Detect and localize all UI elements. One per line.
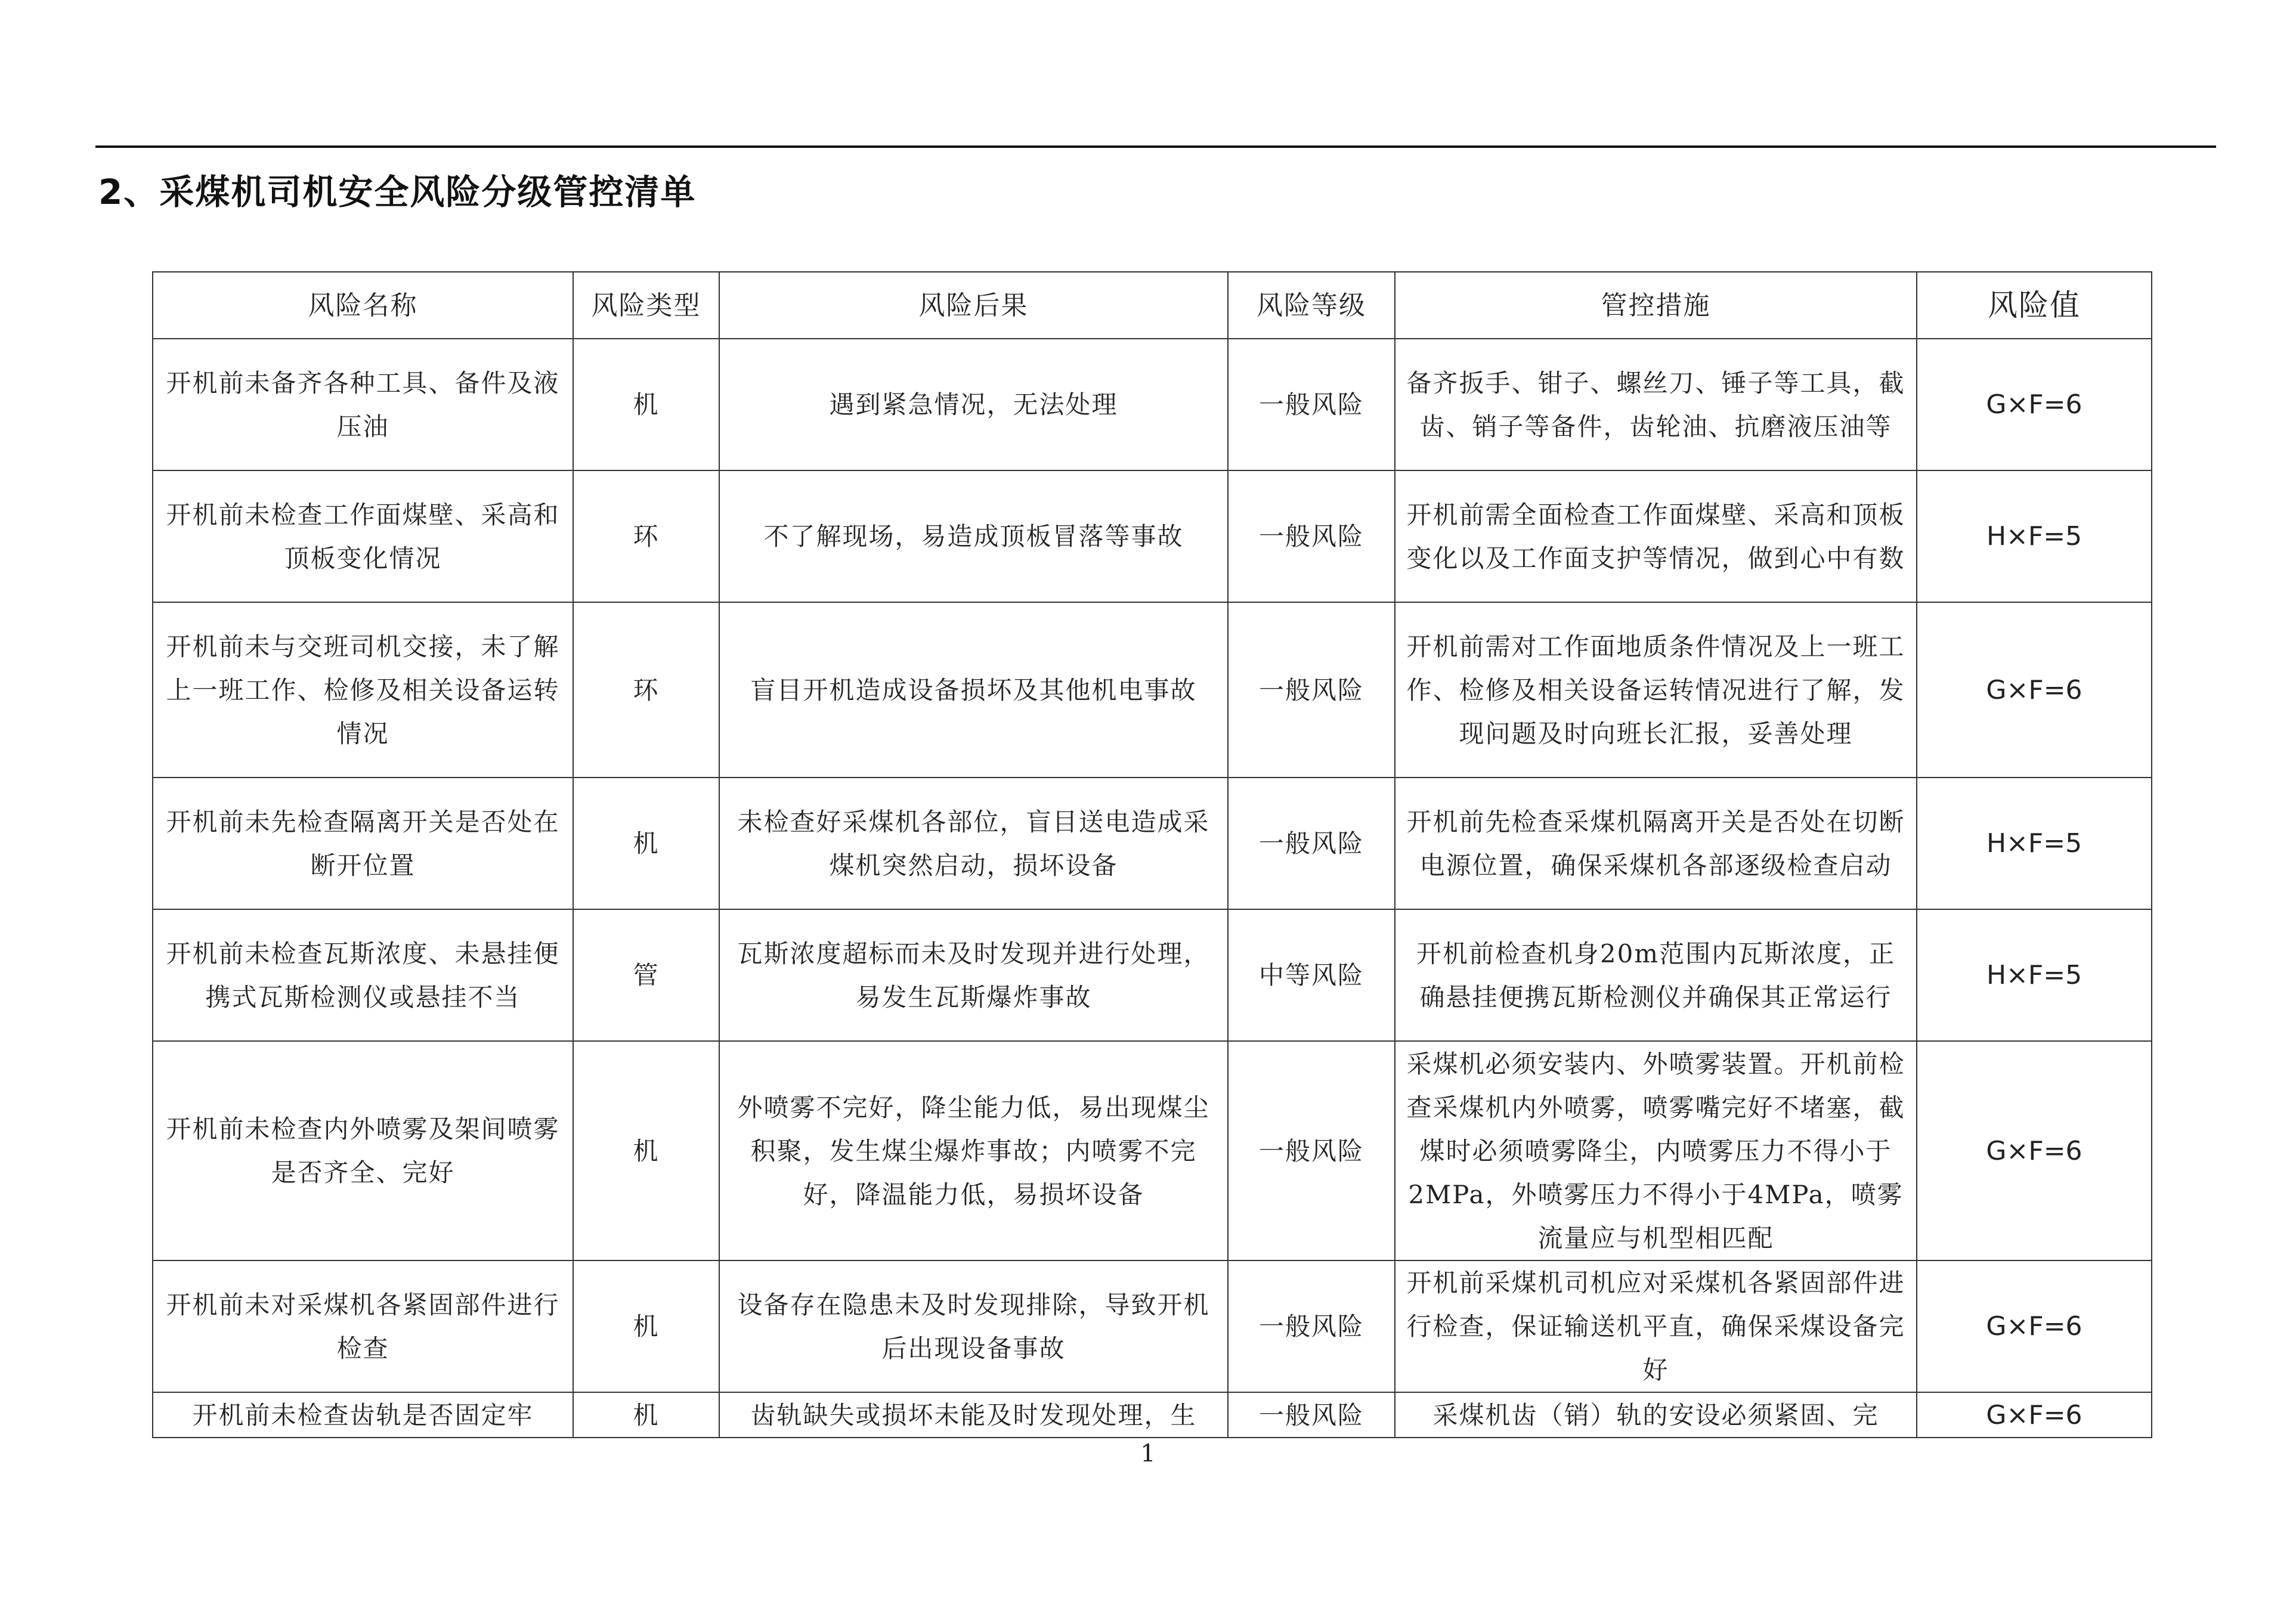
risk-level-cell: 一般风险 [1228,470,1395,602]
risk-type-cell: 机 [573,1392,719,1438]
top-rule [95,145,2216,148]
risk-level-cell: 一般风险 [1228,1260,1395,1392]
risk-control-table [152,271,2152,1438]
risk-level-cell: 一般风险 [1228,339,1395,470]
control-measure-cell: 开机前采煤机司机应对采煤机各紧固部件进行检查，保证输送机平直，确保采煤设备完好 [1395,1260,1917,1392]
header-risk-level: 风险等级 [1228,272,1395,339]
control-measure-cell: 开机前需对工作面地质条件情况及上一班工作、检修及相关设备运转情况进行了解，发现问题及时向班长汇报，妥善处理 [1395,602,1917,778]
risk-value-cell: G×F=6 [1917,1392,2152,1438]
risk-consequence-cell: 外喷雾不完好，降尘能力低，易出现煤尘积聚，发生煤尘爆炸事故；内喷雾不完好，降温能力低，易损坏设备 [719,1041,1228,1260]
control-measure-cell: 采煤机必须安装内、外喷雾装置。开机前检查采煤机内外喷雾，喷雾嘴完好不堵塞，截煤时必须喷雾降尘，内喷雾压力不得小于2MPa，外喷雾压力不得小于4MPa，喷雾流量应与机型相匹配 [1395,1041,1917,1260]
control-measure-cell: 开机前需全面检查工作面煤壁、采高和顶板变化以及工作面支护等情况，做到心中有数 [1395,470,1917,602]
risk-name-cell: 开机前未检查内外喷雾及架间喷雾是否齐全、完好 [153,1041,573,1260]
risk-name-cell: 开机前未先检查隔离开关是否处在断开位置 [153,778,573,909]
table-row [153,1041,2152,1260]
risk-consequence-cell: 遇到紧急情况，无法处理 [719,339,1228,470]
risk-level-cell: 一般风险 [1228,602,1395,778]
control-measure-cell: 采煤机齿（销）轨的安设必须紧固、完 [1395,1392,1917,1438]
risk-level-cell: 一般风险 [1228,1041,1395,1260]
risk-level-cell: 中等风险 [1228,909,1395,1041]
risk-value-cell: G×F=6 [1917,339,2152,470]
table-row [153,1392,2152,1438]
control-measure-cell: 开机前先检查采煤机隔离开关是否处在切断电源位置，确保采煤机各部逐级检查启动 [1395,778,1917,909]
risk-type-cell: 环 [573,470,719,602]
risk-level-cell: 一般风险 [1228,1392,1395,1438]
risk-level-cell: 一般风险 [1228,778,1395,909]
risk-value-cell: G×F=6 [1917,1260,2152,1392]
risk-name-cell: 开机前未检查工作面煤壁、采高和顶板变化情况 [153,470,573,602]
header-risk-consequence: 风险后果 [719,272,1228,339]
risk-type-cell: 环 [573,602,719,778]
table-row [153,1260,2152,1392]
risk-consequence-cell: 瓦斯浓度超标而未及时发现并进行处理，易发生瓦斯爆炸事故 [719,909,1228,1041]
risk-name-cell: 开机前未备齐各种工具、备件及液压油 [153,339,573,470]
header-risk-name: 风险名称 [153,272,573,339]
risk-value-cell: G×F=6 [1917,602,2152,778]
table-row [153,909,2152,1041]
risk-value-cell: H×F=5 [1917,909,2152,1041]
risk-value-cell: H×F=5 [1917,470,2152,602]
risk-consequence-cell: 设备存在隐患未及时发现排除，导致开机后出现设备事故 [719,1260,1228,1392]
risk-type-cell: 管 [573,909,719,1041]
risk-type-cell: 机 [573,778,719,909]
risk-name-cell: 开机前未与交班司机交接，未了解上一班工作、检修及相关设备运转情况 [153,602,573,778]
table-header-row [153,272,2152,339]
risk-consequence-cell: 未检查好采煤机各部位，盲目送电造成采煤机突然启动，损坏设备 [719,778,1228,909]
risk-name-cell: 开机前未检查齿轨是否固定牢 [153,1392,573,1438]
risk-value-cell: H×F=5 [1917,778,2152,909]
risk-consequence-cell: 齿轨缺失或损坏未能及时发现处理，生 [719,1392,1228,1438]
risk-value-cell: G×F=6 [1917,1041,2152,1260]
control-measure-cell: 开机前检查机身20m范围内瓦斯浓度，正确悬挂便携瓦斯检测仪并确保其正常运行 [1395,909,1917,1041]
table-row [153,470,2152,602]
table-row [153,778,2152,909]
table-row [153,602,2152,778]
control-measure-cell: 备齐扳手、钳子、螺丝刀、锤子等工具，截齿、销子等备件，齿轮油、抗磨液压油等 [1395,339,1917,470]
header-risk-value: 风险值 [1917,272,2152,339]
header-risk-type: 风险类型 [573,272,719,339]
table-row [153,339,2152,470]
risk-type-cell: 机 [573,1041,719,1260]
document-title: 2、采煤机司机安全风险分级管控清单 [98,172,697,212]
risk-type-cell: 机 [573,1260,719,1392]
header-control-measure: 管控措施 [1395,272,1917,339]
risk-name-cell: 开机前未对采煤机各紧固部件进行检查 [153,1260,573,1392]
page-number: 1 [1140,1440,1156,1467]
risk-name-cell: 开机前未检查瓦斯浓度、未悬挂便携式瓦斯检测仪或悬挂不当 [153,909,573,1041]
risk-type-cell: 机 [573,339,719,470]
risk-consequence-cell: 不了解现场，易造成顶板冒落等事故 [719,470,1228,602]
risk-consequence-cell: 盲目开机造成设备损坏及其他机电事故 [719,602,1228,778]
